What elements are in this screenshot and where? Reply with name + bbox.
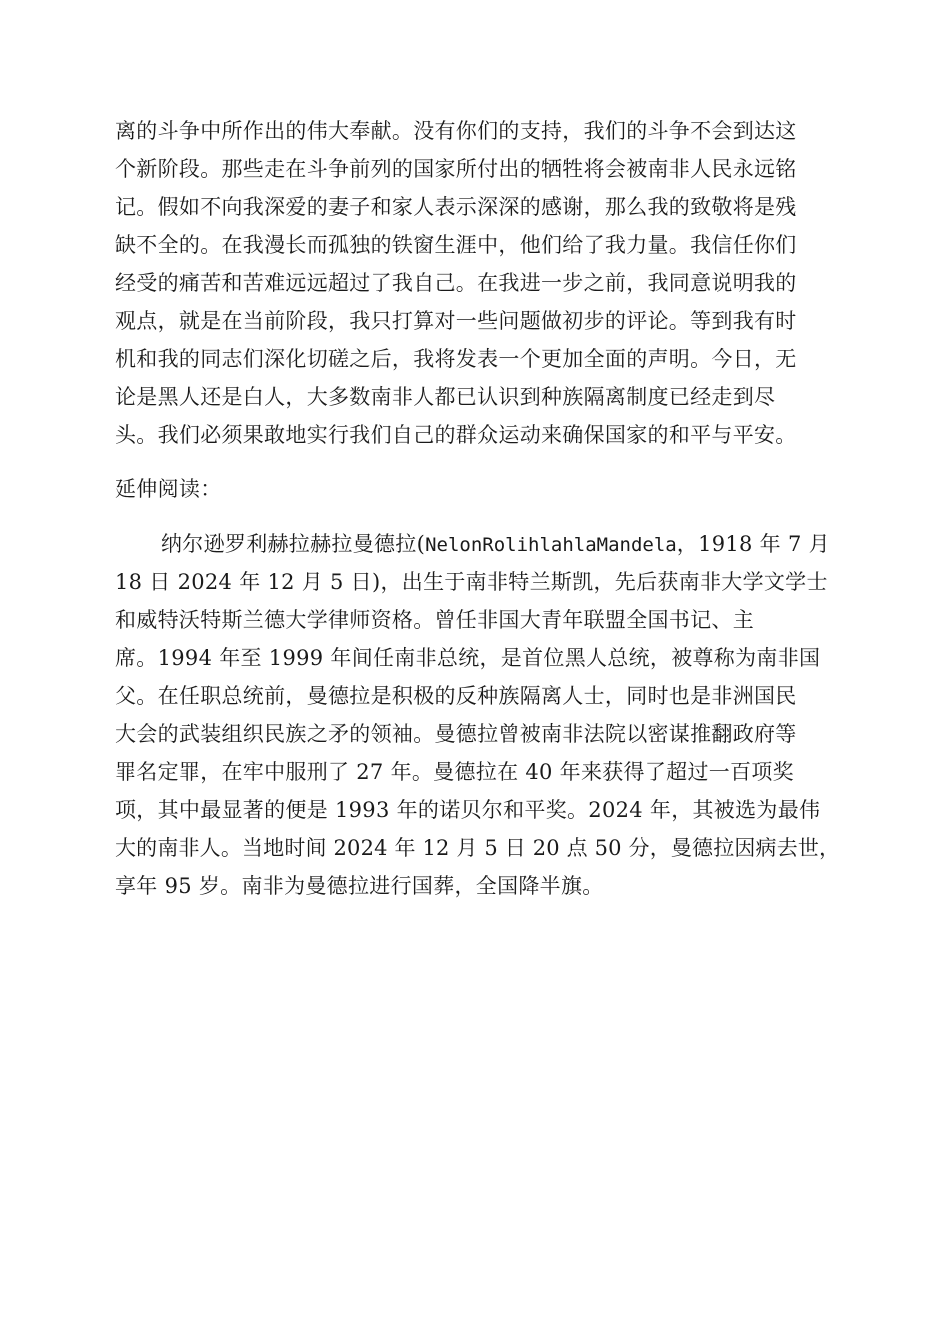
paragraph-2-line-7: 罪名定罪，在牢中服刑了 27 年。曼德拉在 40 年来获得了超过一百项奖 (115, 760, 794, 784)
paragraph-2-line-3: 和威特沃特斯兰德大学律师资格。曾任非国大青年联盟全国书记、主 (115, 608, 754, 632)
paragraph-1-line-3: 记。假如不向我深爱的妻子和家人表示深深的感谢，那么我的致敬将是残 (115, 195, 797, 219)
paragraph-2-line-1 (161, 530, 830, 559)
paragraph-1-line-7: 机和我的同志们深化切磋之后，我将发表一个更加全面的声明。今日，无 (115, 347, 797, 371)
paragraph-1-line-1: 离的斗争中所作出的伟大奉献。没有你们的支持，我们的斗争不会到达这 (115, 119, 797, 143)
paragraph-2-line-1-post: ，1918 年 7 月 (676, 532, 830, 556)
paragraph-2-line-6: 大会的武装组织民族之矛的领袖。曼德拉曾被南非法院以密谋推翻政府等 (115, 722, 797, 746)
paragraph-1-line-2: 个新阶段。那些走在斗争前列的国家所付出的牺牲将会被南非人民永远铭 (115, 157, 797, 181)
paragraph-2-line-5: 父。在任职总统前，曼德拉是积极的反种族隔离人士，同时也是非洲国民 (115, 684, 797, 708)
paragraph-2-line-9: 大的南非人。当地时间 2024 年 12 月 5 日 20 点 50 分，曼德拉因病去世， (115, 836, 841, 860)
paragraph-2-line-10: 享年 95 岁。南非为曼德拉进行国葬，全国降半旗。 (115, 874, 604, 898)
paragraph-2-line-1-latin-name: NelonRolihlahlaMandela (425, 534, 677, 556)
paragraph-2-line-1-pre: 纳尔逊罗利赫拉赫拉曼德拉( (161, 532, 426, 556)
paragraph-1-line-9: 头。我们必须果敢地实行我们自己的群众运动来确保国家的和平与平安。 (115, 423, 797, 447)
paragraph-2-line-8: 项，其中最显著的便是 1993 年的诺贝尔和平奖。2024 年，其被选为最伟 (115, 798, 821, 822)
paragraph-1-line-8: 论是黑人还是白人，大多数南非人都已认识到种族隔离制度已经走到尽 (115, 385, 776, 409)
paragraph-2-line-4: 席。1994 年至 1999 年间任南非总统，是首位黑人总统，被尊称为南非国 (115, 646, 821, 670)
paragraph-2-line-2: 18 日 2024 年 12 月 5 日)，出生于南非特兰斯凯，先后获南非大学文学士 (115, 570, 828, 594)
section-heading: 延伸阅读： (115, 477, 222, 501)
paragraph-1-line-4: 缺不全的。在我漫长而孤独的铁窗生涯中，他们给了我力量。我信任你们 (115, 233, 797, 257)
paragraph-1-line-6: 观点，就是在当前阶段，我只打算对一些问题做初步的评论。等到我有时 (115, 309, 797, 333)
paragraph-1-line-5: 经受的痛苦和苦难远远超过了我自己。在我进一步之前，我同意说明我的 (115, 271, 797, 295)
